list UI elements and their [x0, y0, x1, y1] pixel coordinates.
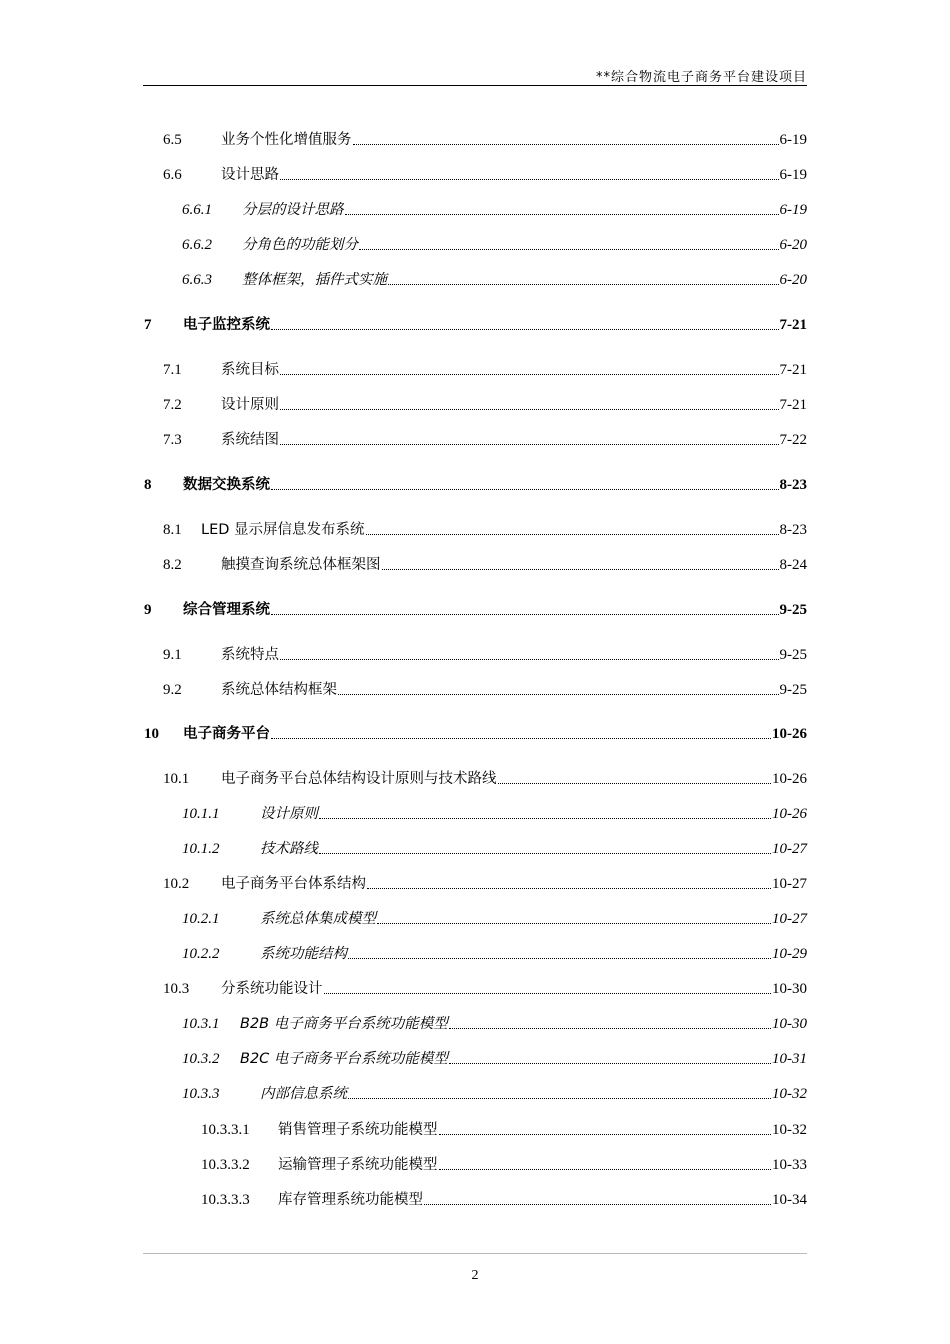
- toc-entry-title: 设计原则: [221, 397, 279, 413]
- toc-entry-number: 10.3.3.1: [201, 1122, 250, 1138]
- toc-entry-number: 10.1.2: [182, 841, 220, 857]
- toc-entry-title: 系统总体集成模型: [260, 911, 376, 927]
- dot-leader: [319, 817, 771, 819]
- toc-entry-number: 6.6.2: [182, 237, 212, 253]
- toc-entry[interactable]: [182, 836, 807, 858]
- toc-entry-title: 技术路线: [260, 841, 318, 857]
- toc-entry-number: 6.6.1: [182, 202, 212, 218]
- toc-entry-page: 10-34: [772, 1192, 807, 1208]
- toc-entry-title: B2C 电子商务平台系统功能模型: [240, 1051, 448, 1067]
- toc-entry-number: 10.3.3: [182, 1086, 220, 1102]
- dot-leader: [324, 992, 772, 994]
- toc-entry-title: 分层的设计思路: [242, 202, 344, 218]
- toc-entry-title: 分角色的功能划分: [242, 237, 358, 253]
- dot-leader: [498, 782, 772, 784]
- toc-entry-title: B2B 电子商务平台系统功能模型: [240, 1016, 448, 1032]
- toc-entry-number: 6.6.3: [182, 272, 212, 288]
- toc-entry[interactable]: [144, 312, 807, 334]
- toc-entry-page: 7-21: [779, 317, 807, 333]
- toc-entry-page: 8-23: [779, 522, 807, 538]
- toc-entry-number: 6.6: [163, 167, 182, 183]
- toc-entry[interactable]: [163, 642, 807, 664]
- toc-entry[interactable]: [163, 517, 807, 539]
- toc-entry-page: 10-31: [772, 1051, 807, 1067]
- toc-entry-number: 10.2.2: [182, 946, 220, 962]
- dot-leader: [280, 178, 779, 180]
- toc-entry-number: 6.5: [163, 132, 182, 148]
- dot-leader: [280, 443, 779, 445]
- toc-entry-title: 数据交换系统: [183, 477, 270, 493]
- toc-entry-title: 电子商务平台体系结构: [221, 876, 366, 892]
- toc-entry-number: 7.2: [163, 397, 182, 413]
- toc-entry-title: 系统特点: [221, 647, 279, 663]
- dot-leader: [280, 373, 779, 375]
- toc-entry-page: 6-20: [779, 237, 807, 253]
- toc-entry[interactable]: [163, 871, 807, 893]
- dot-leader: [439, 1168, 772, 1170]
- toc-entry-number: 9.1: [163, 647, 182, 663]
- dot-leader: [271, 488, 779, 490]
- dot-leader: [359, 248, 779, 250]
- toc-entry-page: 10-26: [772, 726, 807, 742]
- toc-entry-number: 10: [144, 726, 159, 742]
- toc-entry-page: 10-27: [772, 876, 807, 892]
- toc-entry-title: 系统目标: [221, 362, 279, 378]
- dot-leader: [377, 922, 771, 924]
- toc-entry-number: 9: [144, 602, 152, 618]
- toc-entry[interactable]: [182, 941, 807, 963]
- dot-leader: [271, 328, 779, 330]
- dot-leader: [353, 143, 779, 145]
- toc-entry[interactable]: [182, 801, 807, 823]
- toc-entry-title: 内部信息系统: [260, 1086, 347, 1102]
- toc-entry-title: 电子商务平台: [183, 726, 270, 742]
- toc-entry[interactable]: [163, 552, 807, 574]
- dot-leader: [366, 533, 779, 535]
- toc-entry-page: 10-27: [772, 841, 807, 857]
- toc-entry-number: 10.1: [163, 771, 190, 787]
- toc-entry[interactable]: [201, 1187, 807, 1209]
- dot-leader: [338, 693, 779, 695]
- toc-entry-title: 综合管理系统: [183, 602, 270, 618]
- toc-entry-number: 7.3: [163, 432, 182, 448]
- toc-entry-page: 9-25: [779, 647, 807, 663]
- toc-entry-title: 系统功能结构: [260, 946, 347, 962]
- toc-entry-number: 7.1: [163, 362, 182, 378]
- toc-entry-title: 业务个性化增值服务: [221, 132, 352, 148]
- toc-entry-number: 7: [144, 317, 152, 333]
- page-number: 2: [471, 1268, 479, 1283]
- toc-entry[interactable]: [201, 1152, 807, 1174]
- dot-leader: [345, 213, 779, 215]
- dot-leader: [271, 613, 779, 615]
- dot-leader: [348, 1097, 771, 1099]
- toc-entry-page: 10-26: [772, 806, 807, 822]
- dot-leader: [449, 1062, 771, 1064]
- toc-entry[interactable]: [163, 976, 807, 998]
- toc-entry-page: 7-22: [779, 432, 807, 448]
- dot-leader: [348, 957, 771, 959]
- toc-entry-number: 10.3: [163, 981, 190, 997]
- toc-entry-page: 6-19: [779, 132, 807, 148]
- toc-entry[interactable]: [182, 1046, 807, 1068]
- toc-entry-page: 9-25: [779, 682, 807, 698]
- toc-entry-page: 10-32: [772, 1086, 807, 1102]
- toc-entry-number: 8.1: [163, 522, 182, 538]
- dot-leader: [424, 1203, 771, 1205]
- dot-leader: [319, 852, 771, 854]
- header-rule: [143, 85, 807, 86]
- toc-entry-page: 10-27: [772, 911, 807, 927]
- dot-leader: [382, 568, 779, 570]
- toc-entry-number: 10.2: [163, 876, 190, 892]
- toc-entry-page: 8-23: [779, 477, 807, 493]
- toc-entry-title: 销售管理子系统功能模型: [278, 1122, 438, 1138]
- toc-entry[interactable]: [182, 1011, 807, 1033]
- toc-entry-title: LED 显示屏信息发布系统: [201, 522, 365, 538]
- toc-entry[interactable]: [182, 267, 807, 289]
- toc-entry[interactable]: [144, 472, 807, 494]
- toc-entry[interactable]: [163, 427, 807, 449]
- toc-entry[interactable]: [182, 232, 807, 254]
- toc-entry-title: 分系统功能设计: [221, 981, 323, 997]
- toc-entry-title: 设计思路: [221, 167, 279, 183]
- toc-entry[interactable]: [163, 392, 807, 414]
- toc-entry-number: 8: [144, 477, 152, 493]
- toc-entry-title: 整体框架，插件式实施: [242, 272, 387, 288]
- toc-entry[interactable]: [163, 677, 807, 699]
- toc-entry-number: 10.3.2: [182, 1051, 220, 1067]
- toc-entry-page: 10-29: [772, 946, 807, 962]
- toc-entry-title: 运输管理子系统功能模型: [278, 1157, 438, 1173]
- toc-entry-number: 10.3.3.3: [201, 1192, 250, 1208]
- dot-leader: [388, 283, 779, 285]
- toc-entry-page: 10-32: [772, 1122, 807, 1138]
- toc-entry[interactable]: [163, 162, 807, 184]
- dot-leader: [367, 887, 771, 889]
- toc-entry-number: 8.2: [163, 557, 182, 573]
- running-header: **综合物流电子商务平台建设项目: [595, 70, 807, 85]
- dot-leader: [271, 737, 771, 739]
- toc-entry[interactable]: [182, 906, 807, 928]
- toc-entry[interactable]: [163, 766, 807, 788]
- toc-entry-title: 电子商务平台总体结构设计原则与技术路线: [221, 771, 497, 787]
- toc-entry-title: 设计原则: [260, 806, 318, 822]
- toc-entry-title: 系统结图: [221, 432, 279, 448]
- toc-entry-page: 6-19: [779, 167, 807, 183]
- toc-entry-page: 10-30: [772, 981, 807, 997]
- toc-entry-page: 8-24: [779, 557, 807, 573]
- toc-entry-title: 系统总体结构框架: [221, 682, 337, 698]
- toc-entry-page: 10-26: [772, 771, 807, 787]
- dot-leader: [439, 1133, 772, 1135]
- dot-leader: [280, 658, 779, 660]
- toc-entry-title: 电子监控系统: [183, 317, 270, 333]
- toc-entry[interactable]: [144, 721, 807, 743]
- toc-entry-page: 6-19: [779, 202, 807, 218]
- toc-entry[interactable]: [201, 1117, 807, 1139]
- toc-entry-page: 10-33: [772, 1157, 807, 1173]
- toc-entry-title: 库存管理系统功能模型: [278, 1192, 423, 1208]
- toc-entry[interactable]: [182, 197, 807, 219]
- toc-entry[interactable]: [163, 127, 807, 149]
- toc-entry-number: 10.3.1: [182, 1016, 220, 1032]
- toc-entry[interactable]: [163, 357, 807, 379]
- toc-entry-number: 10.1.1: [182, 806, 220, 822]
- toc-entry-number: 9.2: [163, 682, 182, 698]
- toc-entry[interactable]: [182, 1081, 807, 1103]
- toc-entry[interactable]: [144, 597, 807, 619]
- footer-rule: [143, 1253, 807, 1254]
- toc-entry-page: 10-30: [772, 1016, 807, 1032]
- toc-entry-page: 9-25: [779, 602, 807, 618]
- dot-leader: [280, 408, 779, 410]
- toc-entry-page: 7-21: [779, 397, 807, 413]
- toc-entry-number: 10.2.1: [182, 911, 220, 927]
- toc-entry-page: 6-20: [779, 272, 807, 288]
- toc-entry-page: 7-21: [779, 362, 807, 378]
- toc-entry-number: 10.3.3.2: [201, 1157, 250, 1173]
- dot-leader: [449, 1027, 771, 1029]
- toc-entry-title: 触摸查询系统总体框架图: [221, 557, 381, 573]
